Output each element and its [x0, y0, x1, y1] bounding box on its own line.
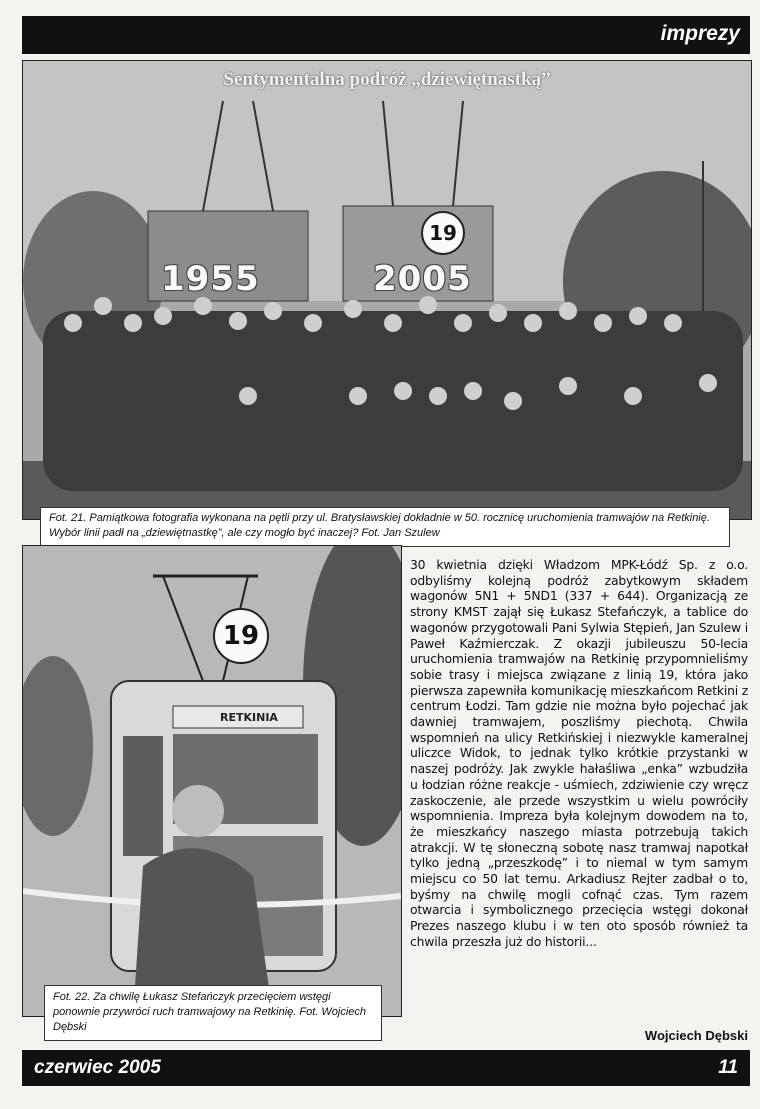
photo-caption-22: Fot. 22. Za chwilę Łukasz Stefańczyk przecięciem wstęgi ponownie przywróci ruch tramwajowy na Retkinię. Fot. Wojciech Dębski: [44, 985, 382, 1041]
ribbon-cutting-illustration: [23, 546, 401, 1016]
article-author: Wojciech Dębski: [644, 1028, 748, 1043]
route-sign-19: 19: [213, 608, 269, 664]
route-sign: 19: [421, 211, 465, 255]
tram-destination-sign: RETKINIA: [220, 711, 278, 724]
page-number: 11: [718, 1057, 738, 1078]
year-label-2005: 2005: [373, 259, 472, 299]
year-label-1955: 1955: [161, 259, 260, 299]
article-body: 30 kwietnia dzięki Władzom MPK-Łódź Sp. z o.o. odbyliśmy kolejną podróż zabytkowym składem wagonów 5N1 + 5ND1 (337 + 644). Organizacją ze strony KMST zajął się Łukasz Stefańczyk, a tablice do wagonów przygotowali Pani Sylwia Stępień, Jan Szulew i Paweł Kaźmierczak. Z okazji jubileuszu 50-lecia uruchomienia tramwajów na Retkinię przypomnieliśmy sobie trasy i miejsca związane z linią 19, która jako pierwsza zapewniła komunikację mieszkańcom Retkini z centrum Łodzi. Tam gdzie nie można było pojechać jak dawniej tramwajem, poszliśmy piechotą. Chwila wspomnień na ulicy Retkińskiej i niezwykle kameralnej uliczce Widok, to jednak tylko krótkie przystanki w naszej podróży. Jak zwykle hałaśliwa „enka” wzbudziła u łodzian różne reakcje - uśmiech, zdziwienie czy wręcz zaskoczenie, ale przede wszystkim u wielu powróciły wspomnienia. Impreza była kolejnym dowodem na to, że mieszkańcy naszego miasta potrzebują takich atrakcji. W tę słoneczną sobotę nasz tramwaj napotkał tylko jedną „przeszkodę” i to niemal w tym samym miejscu co 50 lat temu. Arkadiusz Rejter zadbał o to, byśmy na chwilę mogli cofnąć czas. Tym razem otwarcia i symbolicznego przecięcia wstęgi dokonał Prezes naszego klubu i w ten oto sposób również ta chwila przeszła już do historii...: [410, 557, 749, 949]
section-label: imprezy: [660, 22, 740, 45]
section-header-bar: [22, 16, 750, 54]
ribbon-cutting-photo: [22, 545, 402, 1017]
photo-title: Sentymentalna podróż „dziewiętnastką”: [223, 69, 551, 90]
issue-date: czerwiec 2005: [34, 1057, 161, 1078]
photo-caption-21: Fot. 21. Pamiątkowa fotografia wykonana na pętli przy ul. Bratysławskiej dokładnie w 50. rocznicę uruchomienia tramwajów na Retkinię. Wybór linii padł na „dziewiętnastkę”, ale czy mogło być inaczej? Fot. Jan Szulew: [40, 507, 730, 547]
footer-bar: [22, 1050, 750, 1086]
group-photo: [22, 60, 752, 520]
